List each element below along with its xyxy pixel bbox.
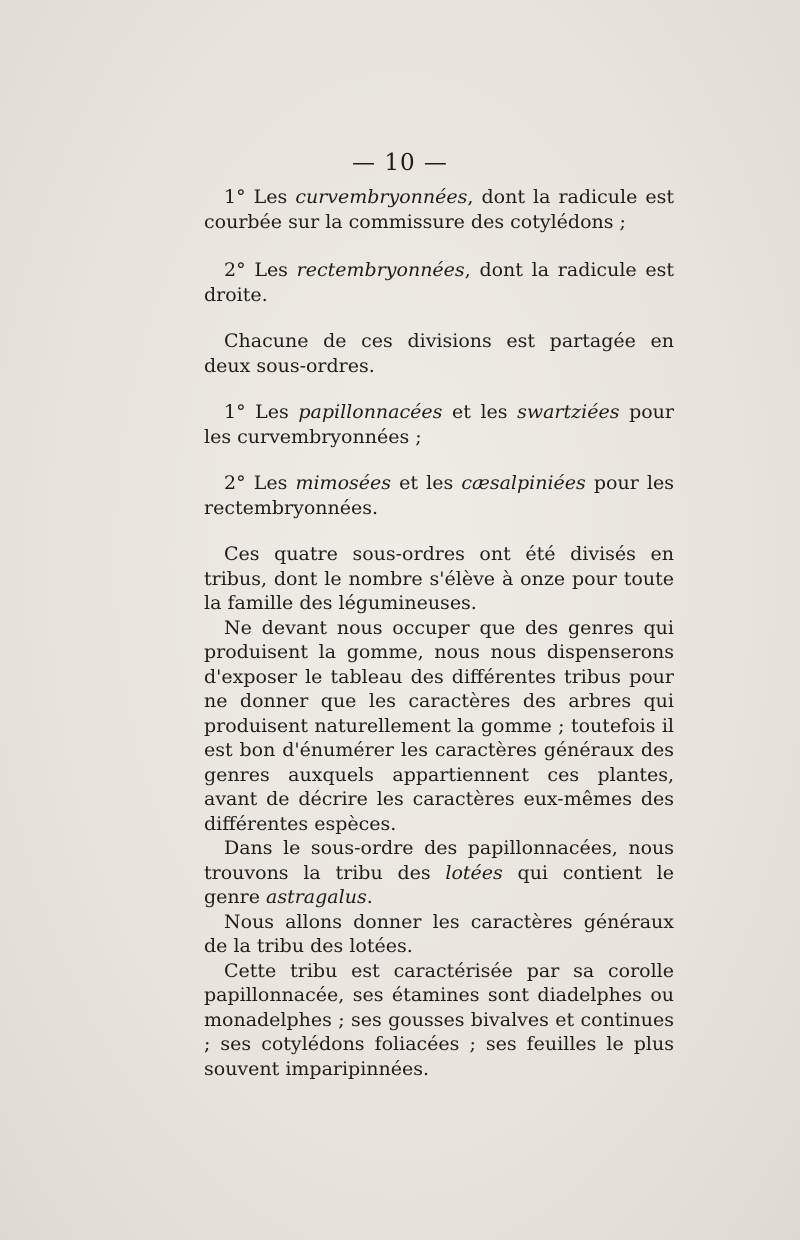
text-run: pour les curvembryonnées ; — [204, 401, 674, 448]
page-number: — 10 — — [352, 150, 448, 176]
text-run: et les — [391, 472, 462, 494]
text-run: Nous allons donner les caractères généraux de la tribu des lotées. — [204, 910, 674, 957]
italic-term: astragalus — [266, 886, 367, 908]
italic-term: swartziées — [517, 401, 620, 423]
paragraph-1 — [204, 185, 674, 234]
text-run: 2° Les — [224, 472, 296, 494]
italic-term: rectembryonnées — [296, 259, 465, 281]
paragraph-6 — [204, 542, 674, 616]
italic-term: curvembryonnées — [295, 186, 468, 208]
text-run: Cette tribu est caractérisée par sa corolle papillonnacée, ses étamines sont diadelphes ou monadelphes ; ses gousses bivalves et continues ; ses cotylédons foliacées ; ses feuilles le plus souvent imparipinnées. — [204, 959, 674, 1080]
italic-term: mimosées — [295, 472, 391, 494]
text-run: qui contient le genre — [204, 861, 675, 908]
text-run: Dans le sous-ordre des papillonnacées, nous trouvons la tribu des — [204, 837, 674, 884]
text-run: Ces quatre sous-ordres ont été divisés en tribus, dont le nombre s'élève à onze pour toute la famille des légumineuses. — [204, 543, 674, 614]
text-run: Chacune de ces divisions est partagée en deux sous-ordres. — [204, 330, 674, 377]
paragraph-10 — [204, 959, 674, 1082]
text-run: , dont la radicule est courbée sur la commissure des cotylédons ; — [204, 186, 675, 233]
italic-term: cæsalpiniées — [461, 472, 586, 494]
text-run: Ne devant nous occuper que des genres qui produisent la gomme, nous nous dispenserons d'exposer le tableau des différentes tribus pour ne donner que les caractères des arbres qui produisent naturellement la gomme ; toutefois il est bon d'énumérer les caractères généraux des genres auxquels appartiennent ces plantes, avant de décrire les caractères eux-mêmes des différentes espèces. — [204, 616, 674, 835]
italic-term: lotées — [445, 861, 503, 884]
text-run: 1° Les — [224, 186, 296, 208]
text-run: pour les rectembryonnées. — [204, 472, 674, 519]
paragraph-8 — [204, 836, 674, 910]
paragraph-3 — [204, 329, 674, 378]
text-run: et les — [442, 401, 518, 423]
italic-term: papillonnacées — [298, 401, 443, 423]
paragraph-9 — [204, 910, 674, 959]
paragraph-5 — [204, 471, 674, 520]
paragraph-7 — [204, 616, 674, 837]
text-run: 1° Les — [224, 401, 299, 423]
text-run: . — [366, 886, 373, 908]
paragraph-2 — [204, 258, 674, 307]
body-text — [204, 185, 674, 1081]
paragraph-4 — [204, 400, 674, 449]
text-run: 2° Les — [224, 259, 297, 281]
text-run: , dont la radicule est droite. — [204, 259, 674, 306]
